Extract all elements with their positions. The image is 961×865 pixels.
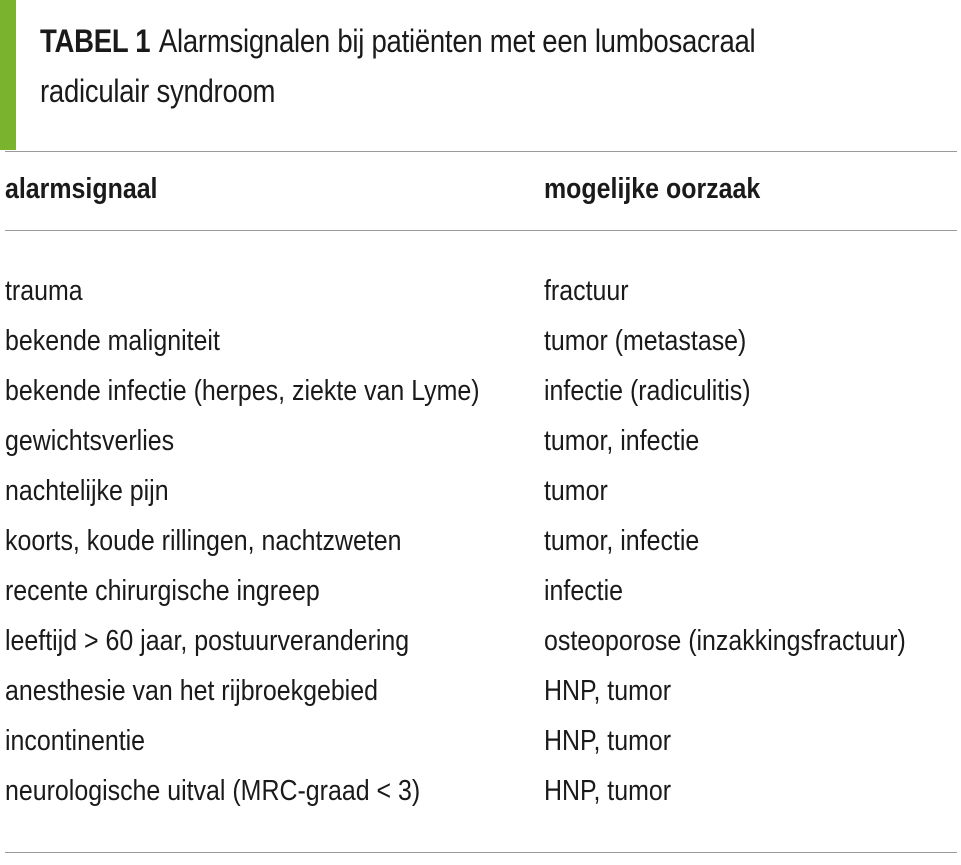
table-title-block	[0, 0, 961, 150]
possible-cause-cell: HNP, tumor	[544, 775, 672, 807]
header-rule	[5, 230, 957, 231]
alarm-signal-cell: nachtelijke pijn	[5, 475, 169, 507]
table-row	[0, 419, 961, 469]
possible-cause-cell: infectie (radiculitis)	[544, 375, 751, 407]
table-title: Alarmsignalen bij patiënten met een lumbosacraal radiculair syndroom	[40, 23, 756, 109]
possible-cause-cell: tumor	[544, 475, 608, 507]
possible-cause-cell: tumor (metastase)	[544, 325, 747, 357]
alarm-signal-cell: bekende infectie (herpes, ziekte van Lyme)	[5, 375, 480, 407]
alarm-signal-cell: neurologische uitval (MRC-graad < 3)	[5, 775, 421, 807]
accent-bar	[0, 0, 16, 150]
alarm-signal-cell: leeftijd > 60 jaar, postuurverandering	[5, 625, 410, 657]
table-row	[0, 469, 961, 519]
table-row	[0, 719, 961, 769]
column-header-mogelijke-oorzaak: mogelijke oorzaak	[544, 173, 761, 205]
alarm-signal-cell: bekende maligniteit	[5, 325, 220, 357]
possible-cause-cell: infectie	[544, 575, 624, 607]
possible-cause-cell: HNP, tumor	[544, 725, 672, 757]
table-row	[0, 269, 961, 319]
table-row	[0, 569, 961, 619]
alarm-signal-cell: recente chirurgische ingreep	[5, 575, 320, 607]
table-row	[0, 619, 961, 669]
alarm-signal-cell: incontinentie	[5, 725, 146, 757]
table-row	[0, 769, 961, 819]
alarm-signal-cell: anesthesie van het rijbroekgebied	[5, 675, 378, 707]
table-body	[0, 269, 961, 819]
table-caption	[40, 16, 797, 116]
alarm-signal-cell: trauma	[5, 275, 83, 307]
table-row	[0, 319, 961, 369]
possible-cause-cell: tumor, infectie	[544, 525, 700, 557]
alarm-signal-cell: gewichtsverlies	[5, 425, 175, 457]
possible-cause-cell: osteoporose (inzakkingsfractuur)	[544, 625, 906, 657]
top-rule	[5, 151, 957, 152]
possible-cause-cell: tumor, infectie	[544, 425, 700, 457]
alarm-signal-cell: koorts, koude rillingen, nachtzweten	[5, 525, 402, 557]
table-header	[0, 167, 961, 211]
table-row	[0, 369, 961, 419]
table-row	[0, 669, 961, 719]
bottom-rule	[5, 852, 957, 853]
column-header-alarmsignaal: alarmsignaal	[5, 173, 158, 205]
table-row	[0, 519, 961, 569]
table-label: TABEL 1	[40, 23, 151, 59]
possible-cause-cell: HNP, tumor	[544, 675, 672, 707]
possible-cause-cell: fractuur	[544, 275, 629, 307]
